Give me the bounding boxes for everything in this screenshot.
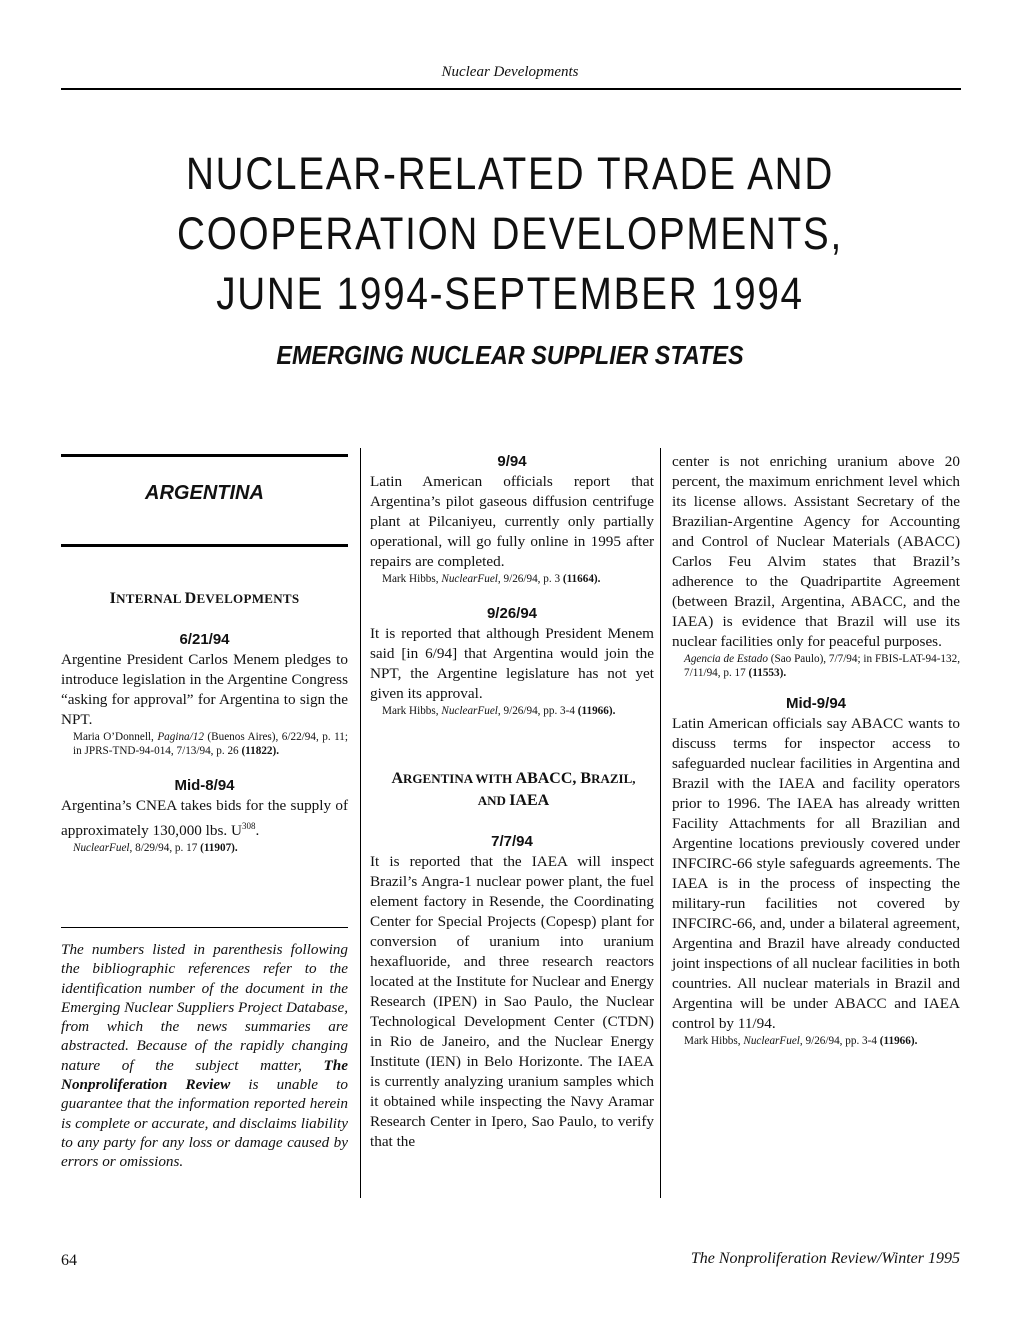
- entry-text: Latin American officials say ABACC wants to discuss terms for inspector access to safeguarded nuclear facilities in Argentina and Brazil with the IAEA and facility operators prior to 1996. The IAEA has already written Facility Attachments for all Brazilian and Argentine locations previously covered under INFCIRC-66 style safeguards agreements. The IAEA is in the process of inspecting the military-run facilities not covered by INFCIRC-66, and, under a bilateral agreement, Argentina and Brazil have already conducted joint inspections of all nuclear facilities in both countries. All nuclear materials in Brazil and Argentina will be under ABACC and IAEA control by 11/94.: [672, 715, 960, 1032]
- header-rule: [61, 88, 961, 90]
- entry-text-continued: center is not enriching uranium above 20 percent, the maximum enrichment level which its license allows. Assistant Secretary of the Brazilian-Argentine Agency for Accounting and Control of Nuclear Materials (ABACC) Carlos Feu Alvim states that Brazil’s adherence to the Quadripartite Agreement (between Brazil, Argentina, ABACC, and the IAEA) is evidence that Brazil will use its nuclear facilities only for peaceful purposes.: [672, 453, 960, 650]
- entry-citation: Mark Hibbs, NuclearFuel, 9/26/94, pp. 3-4 (11966).: [382, 705, 616, 717]
- page-number: 64: [61, 1252, 77, 1269]
- footer-journal-title: The Nonproliferation Review/Winter 1995: [690, 1250, 960, 1267]
- subsection-rest: NTERNAL: [116, 591, 185, 606]
- page-title-line-2: COOPERATION DEVELOPMENTS,: [177, 208, 843, 259]
- subsection-initial-2: D: [184, 590, 197, 607]
- entry-citation: Mark Hibbs, NuclearFuel, 9/26/94, p. 3 (11664).: [382, 573, 601, 585]
- disclaimer-note: The numbers listed in parenthesis following the bibliographic references refer to the identification number of the document in the Emerging Nuclear Suppliers Project Database, from which the news summaries are abstracted. Because of the rapidly changing nature of the subject matter, The Nonproliferation Review is unable to guarantee that the information reported herein is complete or accurate, and disclaims liability to any party for any loss or damage caused by errors or omissions.: [61, 941, 348, 1171]
- entry-date: Mid-9/94: [785, 695, 846, 712]
- entry-date: 7/7/94: [491, 833, 533, 850]
- column-3-entries: [672, 452, 960, 1048]
- entry-date: Mid-8/94: [174, 777, 235, 794]
- entry-text: Argentina’s CNEA takes bids for the supply of approximately 130,000 lbs. $U^{308}$.: [61, 797, 348, 840]
- subsection-rest-2: EVELOPMENTS: [196, 591, 300, 606]
- subsection-initial: I: [109, 590, 117, 607]
- entry-date: 9/94: [497, 453, 527, 470]
- entry-date: 6/21/94: [179, 631, 230, 648]
- entry-citation: Mark Hibbs, NuclearFuel, 9/26/94, pp. 3-4 (11966).: [684, 1035, 918, 1047]
- entry-text: Latin American officials report that Argentina’s pilot gaseous diffusion centrifuge plant at Pilcaniyeu, currently only partially operational, will go fully online in 1995 after repairs are completed.: [370, 473, 654, 570]
- page-title-line-1: NUCLEAR-RELATED TRADE AND: [185, 148, 834, 199]
- running-header: Nuclear Developments: [441, 64, 579, 80]
- entry-citation: Maria O’Donnell, Pagina/12 (Buenos Aires), 6/22/94, p. 11; in JPRS-TND-94-014, 7/13/94, p. 26 (11822).: [73, 731, 348, 757]
- section-rule-top: [61, 454, 348, 457]
- column-2-entries-bottom: [370, 832, 654, 1152]
- disclaimer-rule: [61, 927, 348, 928]
- section-heading-argentina: ARGENTINA: [145, 482, 264, 504]
- entry-citation: NuclearFuel, 8/29/94, p. 17 (11907).: [73, 842, 238, 855]
- page-subtitle: EMERGING NUCLEAR SUPPLIER STATES: [276, 340, 744, 370]
- column-divider-2: [660, 448, 661, 1198]
- subsection-heading-internal: [61, 590, 348, 608]
- entry-text: It is reported that the IAEA will inspect Brazil’s Angra-1 nuclear power plant, the fuel element factory in Resende, the Coordinating Center for Special Projects (Copesp) plant for conversion of uranium into uranium hexafluoride, and three research reactors located at the Institute for Nuclear and Energy Research (IPEN) in Sao Paulo, the Nuclear Technological Development Center (CTDN) in Rio de Janeiro, and the Nuclear Energy Institute (IEN) in Belo Horizonte. The IAEA is currently analyzing uranium samples which it obtained while inspecting the Navy Aramar Research Center in Ipero, Sao Paulo, to verify that the: [370, 853, 654, 1150]
- column-2-entries-top: [370, 452, 654, 718]
- entry-citation: Agencia de Estado (Sao Paulo), 7/7/94; in FBIS-LAT-94-132, 7/11/94, p. 17 (11553).: [684, 653, 960, 679]
- page-title-line-3: JUNE 1994-SEPTEMBER 1994: [216, 268, 804, 319]
- column-divider-1: [360, 448, 361, 1198]
- subsection-heading-abacc: ARGENTINA WITH ABACC, BRAZIL, AND IAEA: [391, 770, 636, 809]
- entry-date: 9/26/94: [486, 605, 538, 622]
- column-1-entries: [61, 630, 348, 855]
- entry-text: Argentine President Carlos Menem pledges to introduce legislation in the Argentine Congress “asking for approval” for Argentina to sign the NPT.: [61, 651, 348, 728]
- entry-text: It is reported that although President Menem said [in 6/94] that Argentina would join the NPT, the Argentine legislature has not yet given its approval.: [370, 625, 654, 702]
- section-rule-bottom: [61, 544, 348, 547]
